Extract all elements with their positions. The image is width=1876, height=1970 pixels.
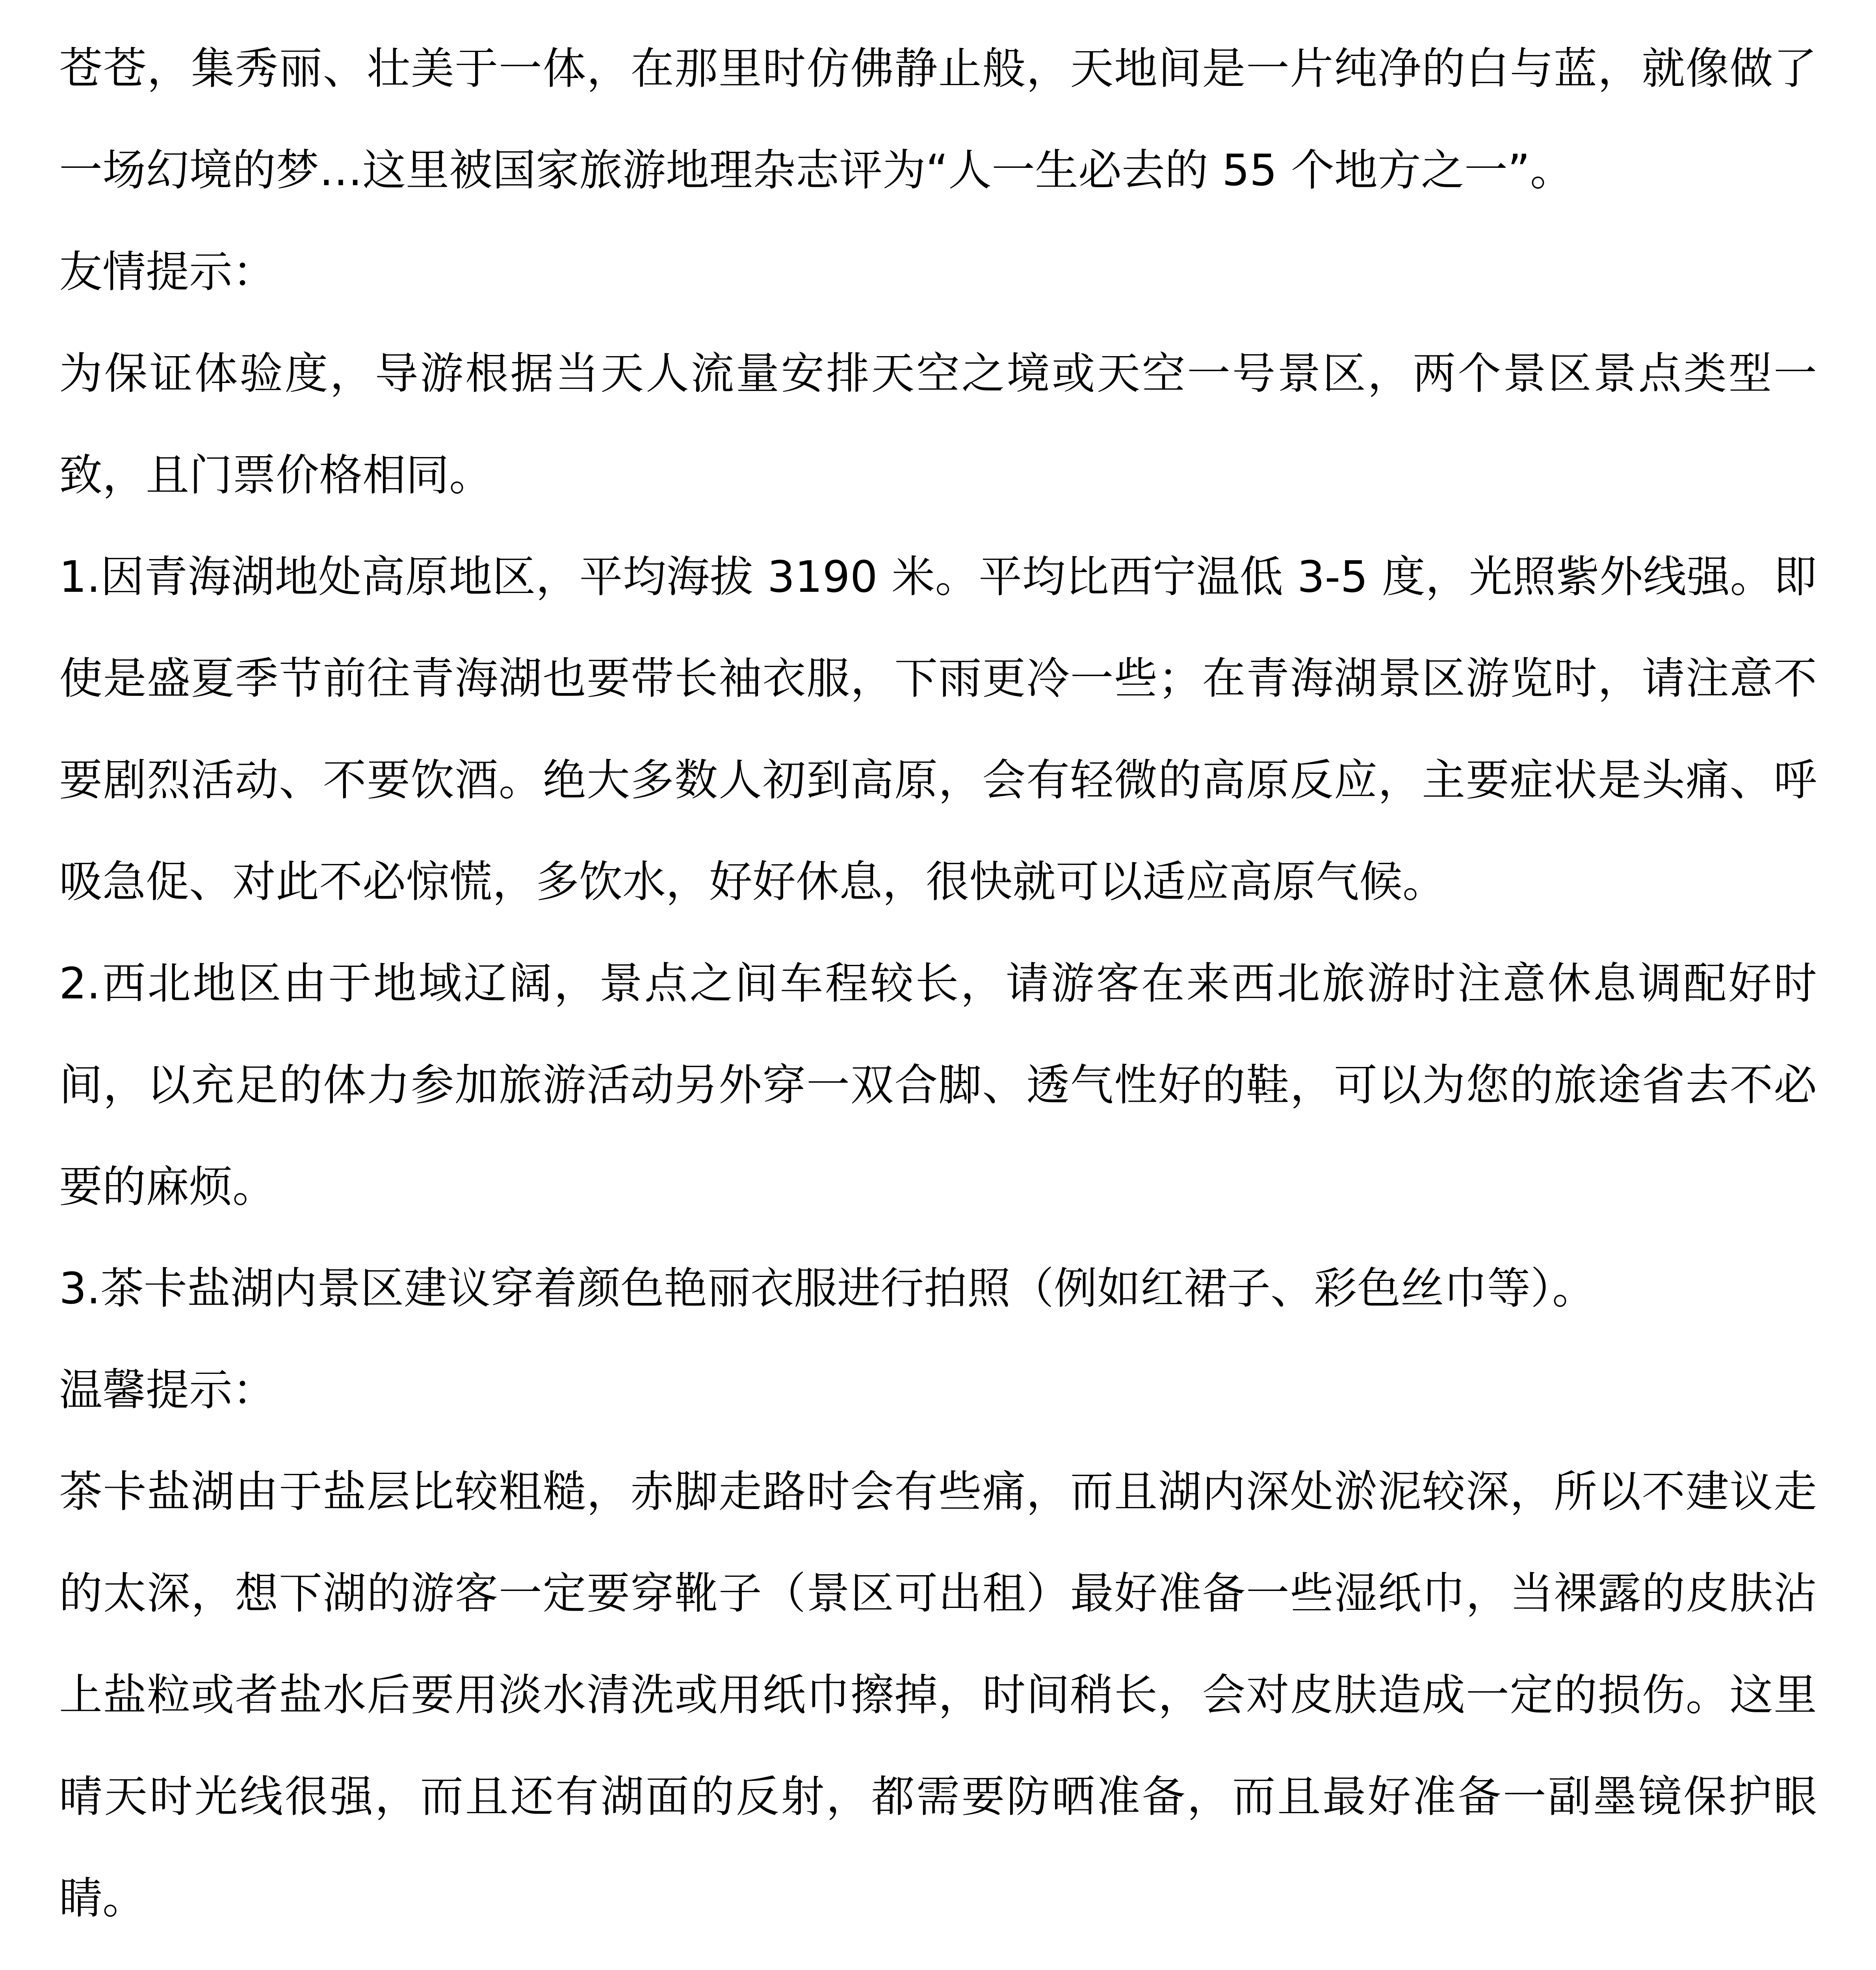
tip-2-travel-paragraph: 2.西北地区由于地域辽阔，景点之间车程较长，请游客在来西北旅游时注意休息调配好时间，以充足的体力参加旅游活动另外穿一双合脚、透气性好的鞋，可以为您的旅途省去不必要的麻烦。 [59,958,1817,1212]
guide-arrangement-paragraph: 为保证体验度，导游根据当天人流量安排天空之境或天空一号景区，两个景区景点类型一致，且门票价格相同。 [59,348,1817,500]
tip-1-altitude-paragraph: 1.因青海湖地处高原地区，平均海拔 3190 米。平均比西宁温低 3-5 度，光照紫外线强。即使是盛夏季节前往青海湖也要带长袖衣服，下雨更冷一些；在青海湖景区游览时，请注意不要剧烈活动、不要饮酒。绝大多数人初到高原，会有轻微的高原反应，主要症状是头痛、呼吸急促、对此不必惊慌，多饮水，好好休息，很快就可以适应高原气候。 [59,552,1817,907]
photography-guide-heading [59,1949,1817,1970]
intro-paragraph: 苍苍，集秀丽、壮美于一体，在那里时仿佛静止般，天地间是一片纯净的白与蓝，就像做了一场幻境的梦…这里被国家旅游地理杂志评为“人一生必去的 55 个地方之一”。 [59,43,1817,195]
friendly-tips-heading: 友情提示： [59,247,276,297]
salt-lake-caution-paragraph: 茶卡盐湖由于盐层比较粗糙，赤脚走路时会有些痛，而且湖内深处淤泥较深，所以不建议走的太深，想下湖的游客一定要穿靴子（景区可出租）最好准备一些湿纸巾，当裸露的皮肤沾上盐粒或者盐水后要用淡水清洗或用纸巾擦掉，时间稍长，会对皮肤造成一定的损伤。这里晴天时光线很强，而且还有湖面的反射，都需要防晒准备，而且最好准备一副墨镜保护眼睛。 [59,1466,1817,1924]
warm-tips-heading: 温馨提示： [59,1365,276,1415]
tip-3-clothing-paragraph: 3.茶卡盐湖内景区建议穿着颜色艳丽衣服进行拍照（例如红裙子、彩色丝巾等）。 [59,1263,1596,1314]
